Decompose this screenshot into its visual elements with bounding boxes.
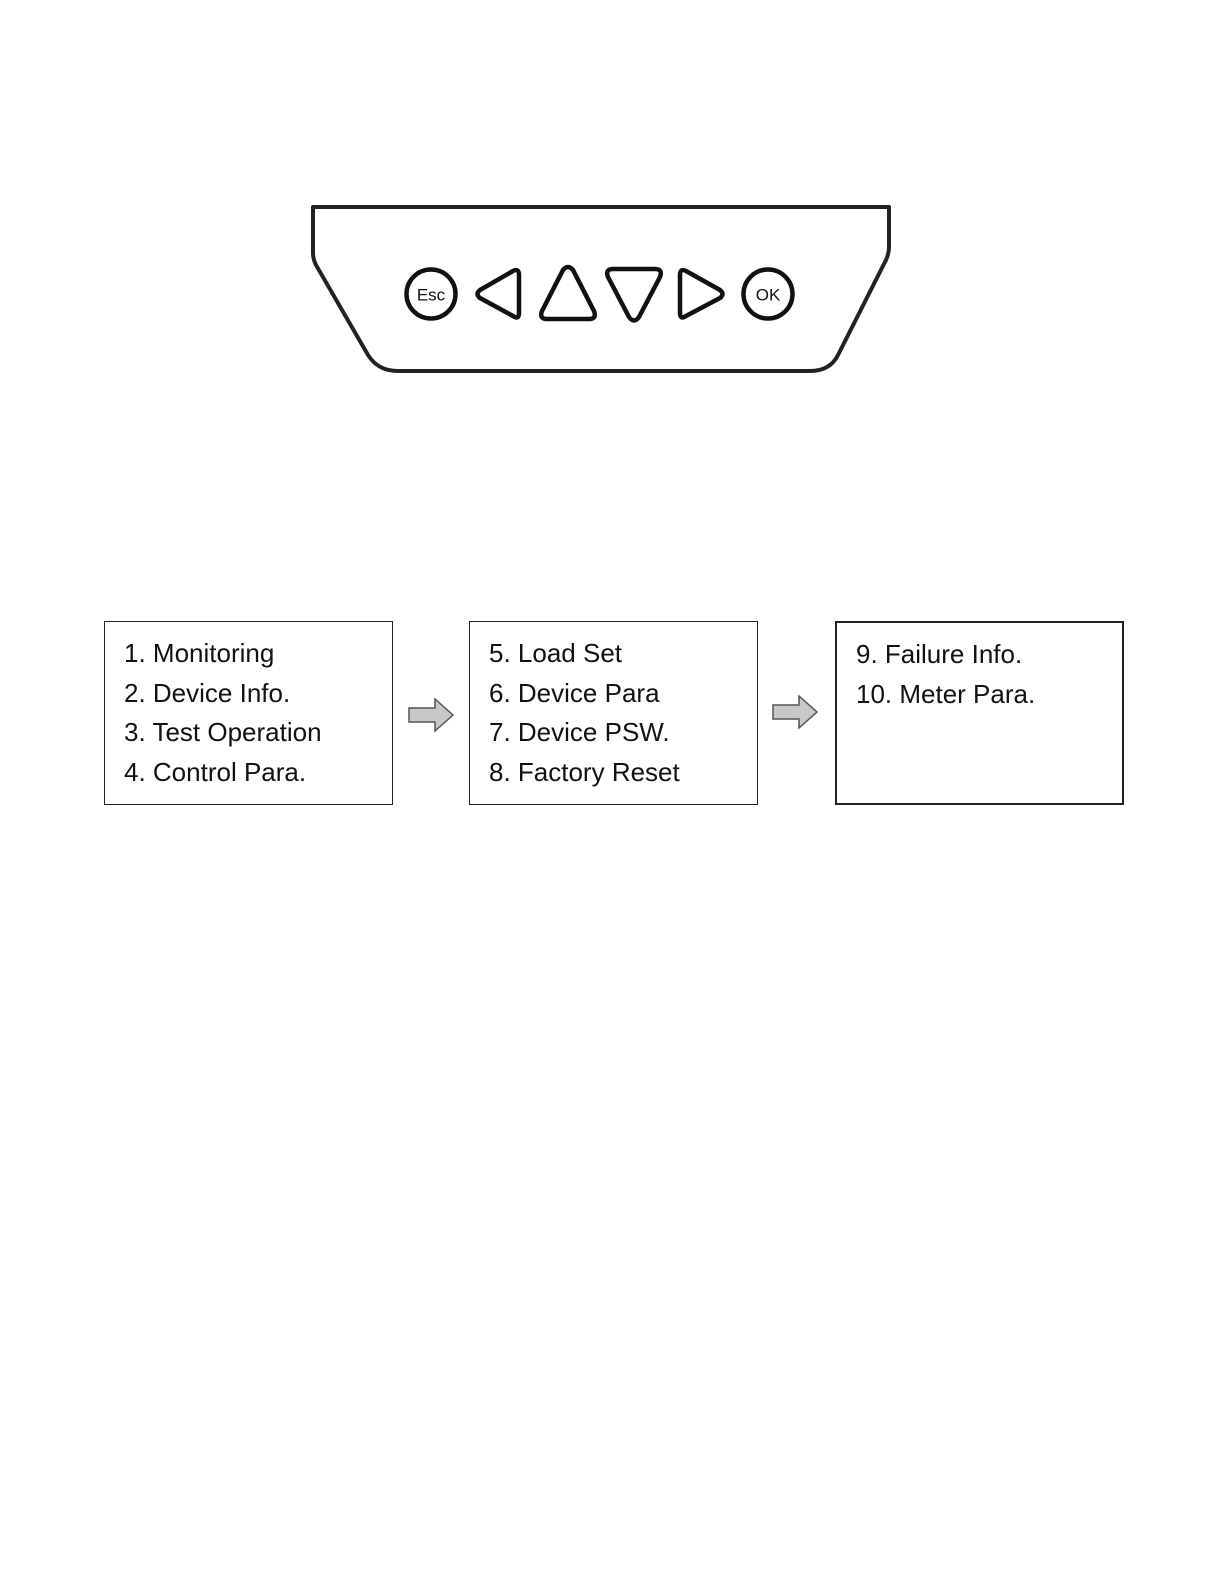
menu-page-2 [469, 621, 758, 805]
menu-page-3 [835, 621, 1124, 805]
next-page-arrow-icon [771, 694, 819, 730]
menu-item-device-info[interactable]: 2. Device Info. [124, 677, 291, 708]
menu-item-control-para[interactable]: 4. Control Para. [124, 756, 307, 787]
keypad-panel [300, 195, 900, 385]
menu-item-test-operation[interactable]: 3. Test Operation [124, 717, 322, 747]
menu-list [105, 622, 392, 792]
menu-page-1 [104, 621, 393, 805]
esc-button-label: Esc [416, 285, 446, 305]
esc-button[interactable] [407, 270, 456, 319]
menu-list [837, 623, 1122, 714]
menu-item-monitoring[interactable]: 1. Monitoring [124, 638, 275, 668]
menu-list [470, 622, 757, 792]
keypad-outline [313, 207, 889, 371]
menu-item-load-set[interactable]: 5. Load Set [489, 638, 622, 668]
ok-button[interactable] [744, 270, 793, 319]
ok-button-label: OK [755, 285, 781, 305]
menu-item-meter-para[interactable]: 10. Meter Para. [856, 678, 1036, 709]
menu-item-device-psw[interactable]: 7. Device PSW. [489, 717, 670, 747]
menu-item-device-para[interactable]: 6. Device Para [489, 677, 660, 708]
menu-item-failure-info[interactable]: 9. Failure Info. [856, 639, 1023, 669]
menu-item-factory-reset[interactable]: 8. Factory Reset [489, 756, 680, 787]
next-page-arrow-icon [407, 697, 455, 733]
